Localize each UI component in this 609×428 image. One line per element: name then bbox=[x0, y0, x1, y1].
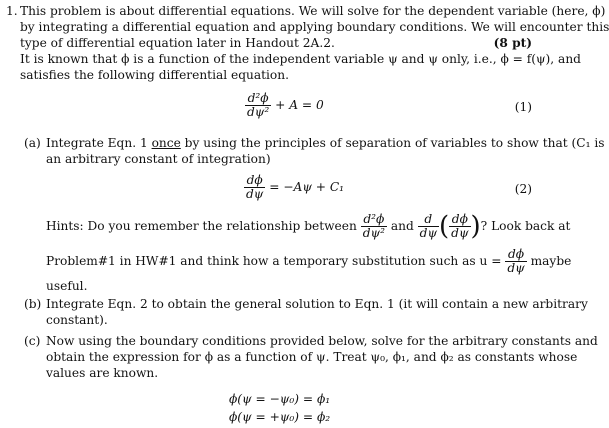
part-b-line-2: constant). bbox=[46, 313, 108, 327]
eq1-label: (1) bbox=[514, 100, 532, 114]
part-b-label: (b) bbox=[24, 297, 42, 311]
part-a-label: (a) bbox=[24, 136, 41, 150]
hint-fraction-3: $\frac{d\phi}{d\psi}$ bbox=[451, 212, 469, 240]
once-underlined: once bbox=[151, 136, 181, 150]
hint-line-2 bbox=[46, 248, 571, 275]
hint-fraction-u: $\frac{d\phi}{d\psi}$ bbox=[507, 247, 525, 275]
eq1-fraction bbox=[245, 92, 271, 119]
hint-line-2-pre: Problem#1 in HW#1 and think how a temporary substitution such as u = bbox=[46, 254, 502, 268]
eq1-denominator: dψ² bbox=[247, 105, 270, 119]
hint-line-3: useful. bbox=[46, 279, 88, 293]
hint-text-pre: Hints: Do you remember the relationship between bbox=[46, 219, 357, 233]
hint-fraction-2: $\frac{d}{d\psi}$ bbox=[419, 212, 437, 240]
points-badge: (8 pt) bbox=[493, 36, 532, 50]
eq2-denominator: dψ bbox=[246, 187, 264, 201]
equation-2 bbox=[244, 174, 344, 201]
given-line-2: satisfies the following differential equation. bbox=[20, 68, 289, 82]
given-line-1: It is known that ϕ is a function of the independent variable ψ and ψ only, i.e., ϕ = f(ψ), and bbox=[20, 52, 581, 66]
part-b-line-1: Integrate Eqn. 2 to obtain the general solution to Eqn. 1 (it will contain a new arbitrary bbox=[46, 297, 588, 311]
hint-fraction-1: $\frac{\text{d²ϕ}}{\text{dψ²}}$ bbox=[362, 212, 385, 240]
equation-1 bbox=[245, 92, 324, 119]
hint-line-2-post: maybe bbox=[530, 254, 572, 268]
eq1-numerator: d²ϕ bbox=[245, 92, 271, 106]
eq2-rest: = −Aψ + C₁ bbox=[269, 180, 345, 194]
intro-line-3: type of differential equation later in Handout 2A.2. bbox=[20, 36, 335, 50]
boundary-condition-2: ϕ(ψ = +ψ₀) = ϕ₂ bbox=[229, 410, 331, 424]
part-c-line-1: Now using the boundary conditions provided below, solve for the arbitrary constants and bbox=[46, 334, 598, 348]
hint-and: and bbox=[390, 219, 414, 233]
eq2-fraction bbox=[244, 174, 265, 201]
intro-line-2: by integrating a differential equation and applying boundary conditions. We will encounter this bbox=[20, 20, 609, 34]
hint-line-1: Hints: Do you remember the relationship between $\frac{\text{d²ϕ}}{\text{dψ²}}$ and $\frac{d}{d\psi}$ ( $\frac{d\phi}{d\psi}$ )? Look back at bbox=[46, 211, 571, 242]
part-a-line-1: Integrate Eqn. 1 once by using the principles of separation of variables to show that (C₁ is bbox=[46, 136, 605, 150]
part-a-line-2: an arbitrary constant of integration) bbox=[46, 152, 271, 166]
eq2-numerator: dϕ bbox=[244, 174, 265, 188]
intro-line-1: This problem is about differential equations. We will solve for the dependent variable (here, ϕ) bbox=[20, 4, 606, 18]
part-c-line-3: values are known. bbox=[46, 366, 159, 380]
boundary-condition-1: ϕ(ψ = −ψ₀) = ϕ₁ bbox=[229, 392, 331, 406]
part-c-line-2: obtain the expression for ϕ as a function of ψ. Treat ψ₀, ϕ₁, and ϕ₂ as constants whose bbox=[46, 350, 578, 364]
eq1-rest: + A = 0 bbox=[275, 98, 324, 112]
eq2-label: (2) bbox=[514, 182, 532, 196]
hint-text-post: ? Look back at bbox=[480, 219, 571, 233]
part-c-label: (c) bbox=[24, 334, 41, 348]
problem-number: 1. bbox=[6, 4, 18, 18]
